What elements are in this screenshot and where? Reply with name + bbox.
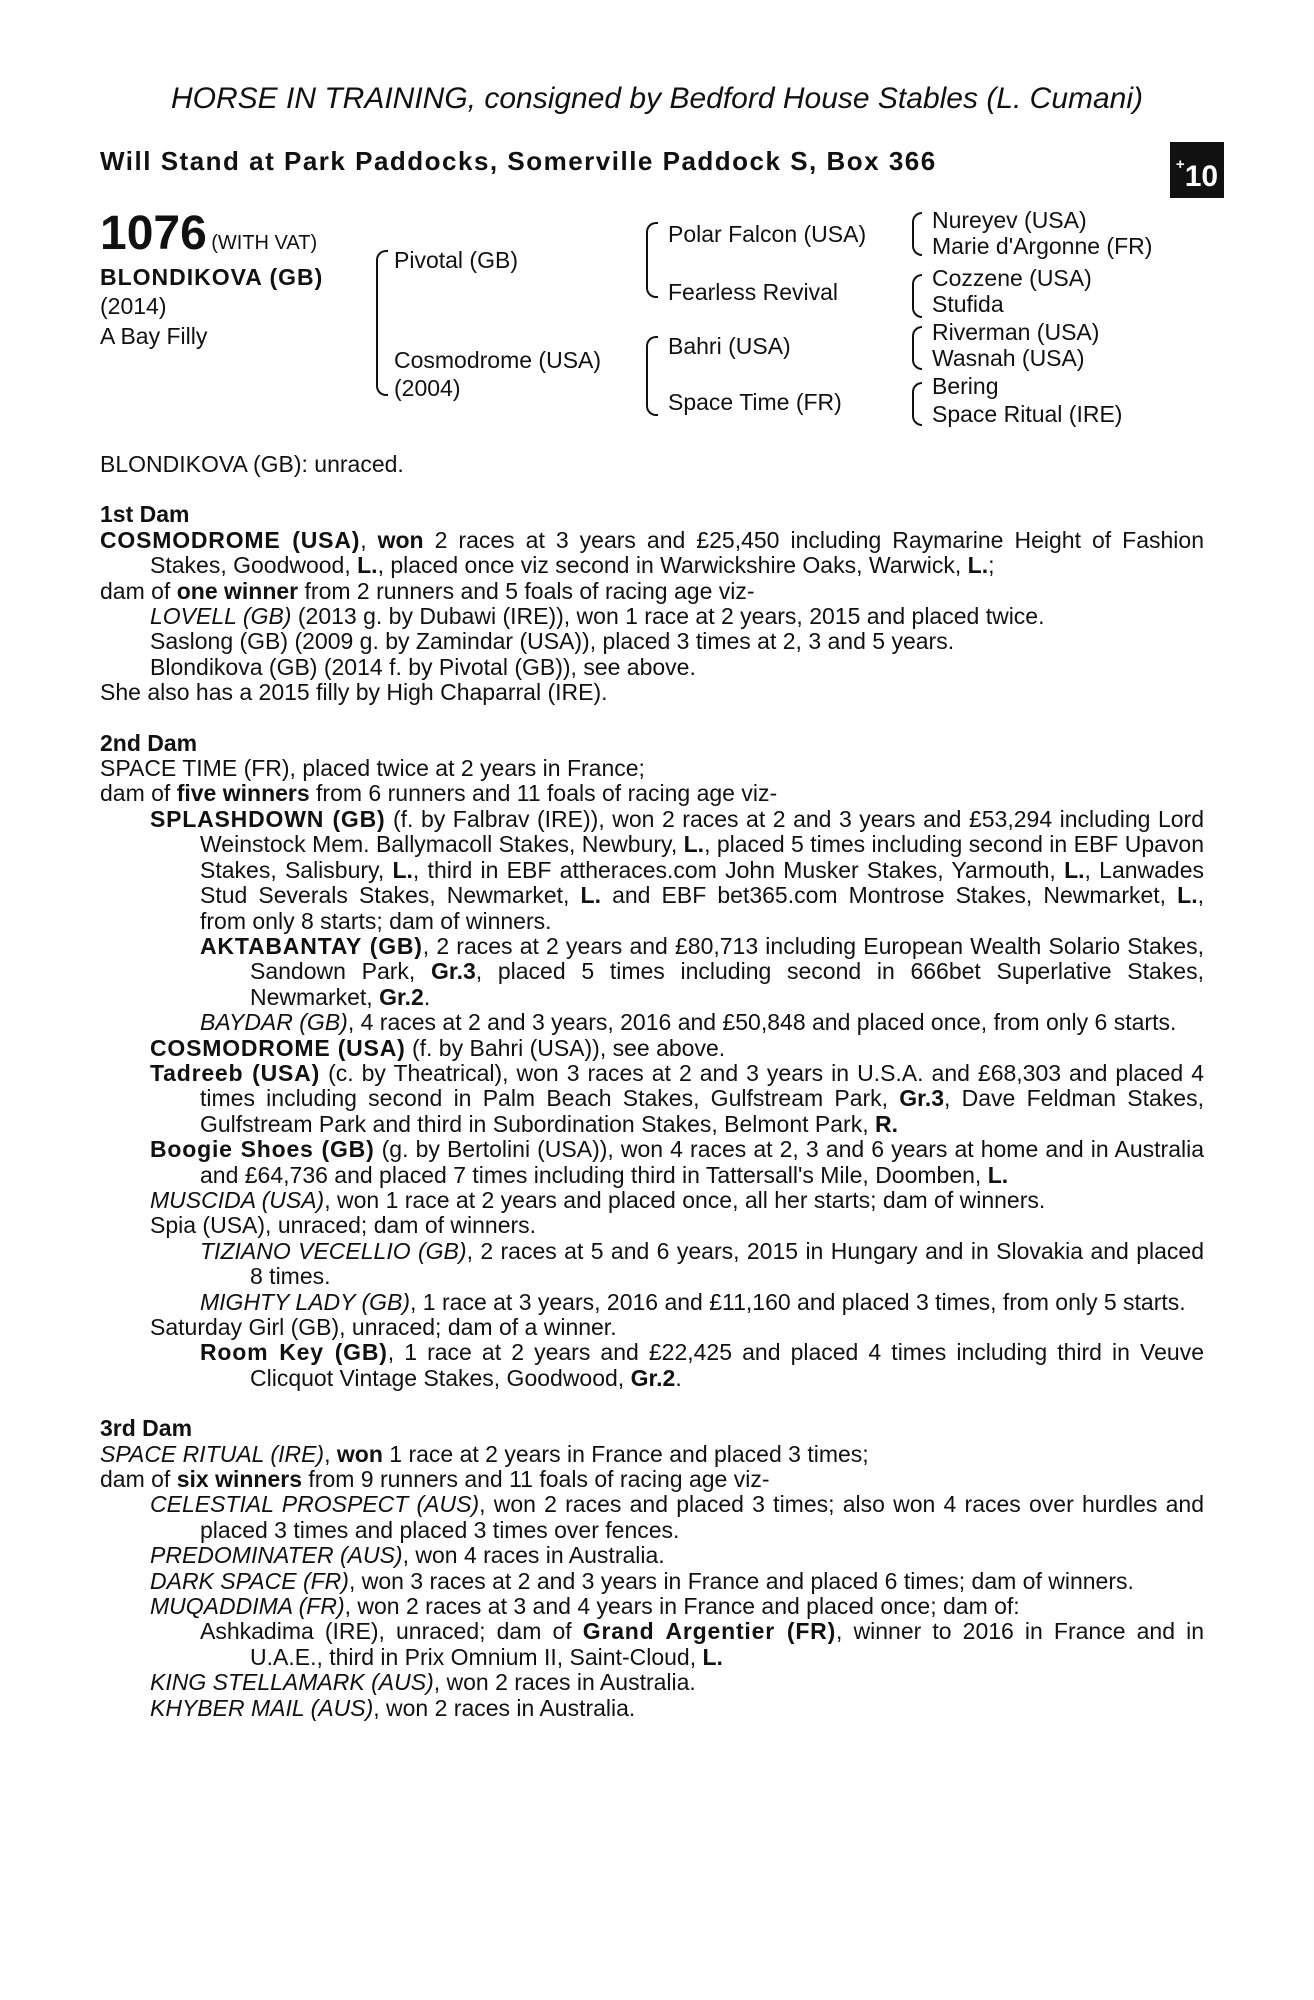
- second-dam-produce-summary: dam of five winners from 6 runners and 11 foals of racing age viz-: [100, 780, 778, 807]
- pedigree-sire-dam: Fearless Revival: [668, 279, 838, 305]
- first-dam-entry: COSMODROME (USA), won 2 races at 3 years and £25,450 including Raymarine Height of Fashion Stakes, Goodwood, L., placed once viz second in Warwickshire Oaks, Warwick, L.;: [100, 526, 1204, 579]
- pedigree-ggs: Bering: [932, 373, 999, 399]
- produce-entry: Ashkadima (IRE), unraced; dam of Grand Argentier (FR), winner to 2016 in France and in U.A.E., third in Prix Omnium II, Saint-Cloud, L.: [200, 1618, 1204, 1670]
- produce-entry: Blondikova (GB) (2014 f. by Pivotal (GB)), see above.: [150, 653, 696, 680]
- plus-icon: +: [1175, 156, 1185, 173]
- second-dam-entry: SPACE TIME (FR), placed twice at 2 years in France;: [100, 755, 645, 782]
- day-badge: [1170, 142, 1224, 198]
- pedigree-dam: Cosmodrome (USA): [394, 347, 602, 373]
- pedigree-ggs: Riverman (USA): [932, 319, 1100, 345]
- pedigree-sire: Pivotal (GB): [394, 247, 518, 273]
- pedigree-brace: [912, 326, 922, 370]
- pedigree-brace: [912, 274, 922, 318]
- lot-block: [100, 208, 323, 351]
- third-dam-heading: 3rd Dam: [100, 1415, 193, 1442]
- second-dam-heading: 2nd Dam: [100, 729, 198, 756]
- page-title: HORSE IN TRAINING, consigned by Bedford House Stables (L. Cumani): [170, 82, 1144, 115]
- produce-entry: Room Key (GB), 1 race at 2 years and £22,425 and placed 4 times including third in Veuve Clicquot Vintage Stakes, Goodwood, Gr.2.: [200, 1339, 1204, 1391]
- produce-entry: Spia (USA), unraced; dam of winners.: [150, 1212, 537, 1239]
- pedigree-dam-sire: Bahri (USA): [668, 333, 791, 359]
- pedigree-brace: [646, 222, 658, 298]
- produce-entry: KING STELLAMARK (AUS), won 2 races in Australia.: [150, 1669, 696, 1696]
- pedigree-ggs: Cozzene (USA): [932, 265, 1092, 291]
- pedigree-brace: [912, 212, 922, 256]
- pedigree-brace: [646, 336, 658, 416]
- produce-entry: DARK SPACE (FR), won 3 races at 2 and 3 years in France and placed 6 times; dam of winners.: [150, 1567, 1134, 1594]
- pedigree-body: [100, 452, 1204, 1721]
- produce-entry: KHYBER MAIL (AUS), won 2 races in Australia.: [150, 1694, 636, 1721]
- first-dam-heading: 1st Dam: [100, 501, 190, 528]
- pedigree-brace: [912, 382, 922, 426]
- produce-entry: LOVELL (GB) (2013 g. by Dubawi (IRE)), won 1 race at 2 years, 2015 and placed twice.: [150, 603, 1045, 630]
- stand-location: Will Stand at Park Paddocks, Somerville Paddock S, Box 366: [100, 146, 937, 176]
- produce-entry: Saslong (GB) (2009 g. by Zamindar (USA)), placed 3 times at 2, 3 and 5 years.: [150, 628, 955, 655]
- pedigree-ggs: Nureyev (USA): [932, 207, 1087, 233]
- pedigree-ggd: Marie d'Argonne (FR): [932, 233, 1153, 259]
- horse-description: A Bay Filly: [100, 323, 208, 349]
- produce-entry: PREDOMINATER (AUS), won 4 races in Australia.: [150, 1542, 665, 1569]
- third-dam-entry: SPACE RITUAL (IRE), won 1 race at 2 years in France and placed 3 times;: [100, 1440, 869, 1467]
- lot-number: 1076: [100, 207, 207, 260]
- produce-entry: Saturday Girl (GB), unraced; dam of a winner.: [150, 1314, 617, 1340]
- pedigree-ggd: Wasnah (USA): [932, 345, 1085, 371]
- produce-entry: BAYDAR (GB), 4 races at 2 and 3 years, 2016 and £50,848 and placed once, from only 6 starts.: [200, 1009, 1177, 1036]
- produce-entry: MUQADDIMA (FR), won 2 races at 3 and 4 years in France and placed once; dam of:: [150, 1593, 1020, 1620]
- lot-vat: (WITH VAT): [211, 232, 318, 254]
- produce-entry: SPLASHDOWN (GB) (f. by Falbrav (IRE)), won 2 races at 2 and 3 years and £53,294 including Lord Weinstock Mem. Ballymacoll Stakes, Newbury, L., placed 5 times including second in EBF Upavon Stakes, Salisbury, L., third in EBF attheraces.com John Musker Stakes, Yarmouth, L., Lanwades Stud Severals Stakes, Newmarket, L. and EBF bet365.com Montrose Stakes, Newmarket, L., from only 8 starts; dam of winners.: [150, 805, 1205, 934]
- produce-entry: Boogie Shoes (GB) (g. by Bertolini (USA)), won 4 races at 2, 3 and 6 years at home and in Australia and £64,736 and placed 7 times including third in Tattersall's Mile, Doomben, L.: [150, 1136, 1204, 1188]
- horse-name: BLONDIKOVA (GB): [100, 264, 324, 290]
- third-dam-produce-summary: dam of six winners from 9 runners and 11 foals of racing age viz-: [100, 1466, 770, 1493]
- badge-number: 10: [1184, 160, 1219, 193]
- pedigree-ggd: Space Ritual (IRE): [932, 401, 1123, 427]
- produce-entry: Tadreeb (USA) (c. by Theatrical), won 3 races at 2 and 3 years in U.S.A. and £68,303 and placed 4 times including second in Palm Beach Stakes, Gulfstream Park, Gr.3, Dave Feldman Stakes, Gulfstream Park and third in Subordination Stakes, Belmont Park, R.: [150, 1059, 1204, 1137]
- first-dam-produce-summary: dam of one winner from 2 runners and 5 foals of racing age viz-: [100, 577, 755, 604]
- pedigree-ggd: Stufida: [932, 291, 1004, 317]
- unraced-note: BLONDIKOVA (GB): unraced.: [100, 451, 404, 477]
- horse-year: (2014): [100, 293, 167, 319]
- produce-entry: TIZIANO VECELLIO (GB), 2 races at 5 and 6 years, 2015 in Hungary and in Slovakia and placed 8 times.: [200, 1237, 1205, 1290]
- produce-entry: AKTABANTAY (GB), 2 races at 2 years and £80,713 including European Wealth Solario Stakes, Sandown Park, Gr.3, placed 5 times including second in 666bet Superlative Stakes, Newmarket, Gr.2.: [200, 932, 1204, 1010]
- produce-entry: MIGHTY LADY (GB), 1 race at 3 years, 2016 and £11,160 and placed 3 times, from only 5 starts.: [200, 1288, 1186, 1315]
- pedigree-sire-sire: Polar Falcon (USA): [668, 221, 867, 247]
- pedigree-dam-dam: Space Time (FR): [668, 389, 842, 415]
- produce-entry: CELESTIAL PROSPECT (AUS), won 2 races and placed 3 times; also won 4 races over hurdles and placed 3 times and placed 3 times over fences.: [150, 1491, 1204, 1543]
- pedigree-dam-year: (2004): [394, 375, 461, 401]
- pedigree-brace: [376, 250, 388, 396]
- produce-entry: MUSCIDA (USA), won 1 race at 2 years and placed once, all her starts; dam of winners.: [150, 1186, 1046, 1213]
- produce-entry: COSMODROME (USA) (f. by Bahri (USA)), see above.: [150, 1034, 726, 1061]
- produce-note: She also has a 2015 filly by High Chaparral (IRE).: [100, 679, 608, 706]
